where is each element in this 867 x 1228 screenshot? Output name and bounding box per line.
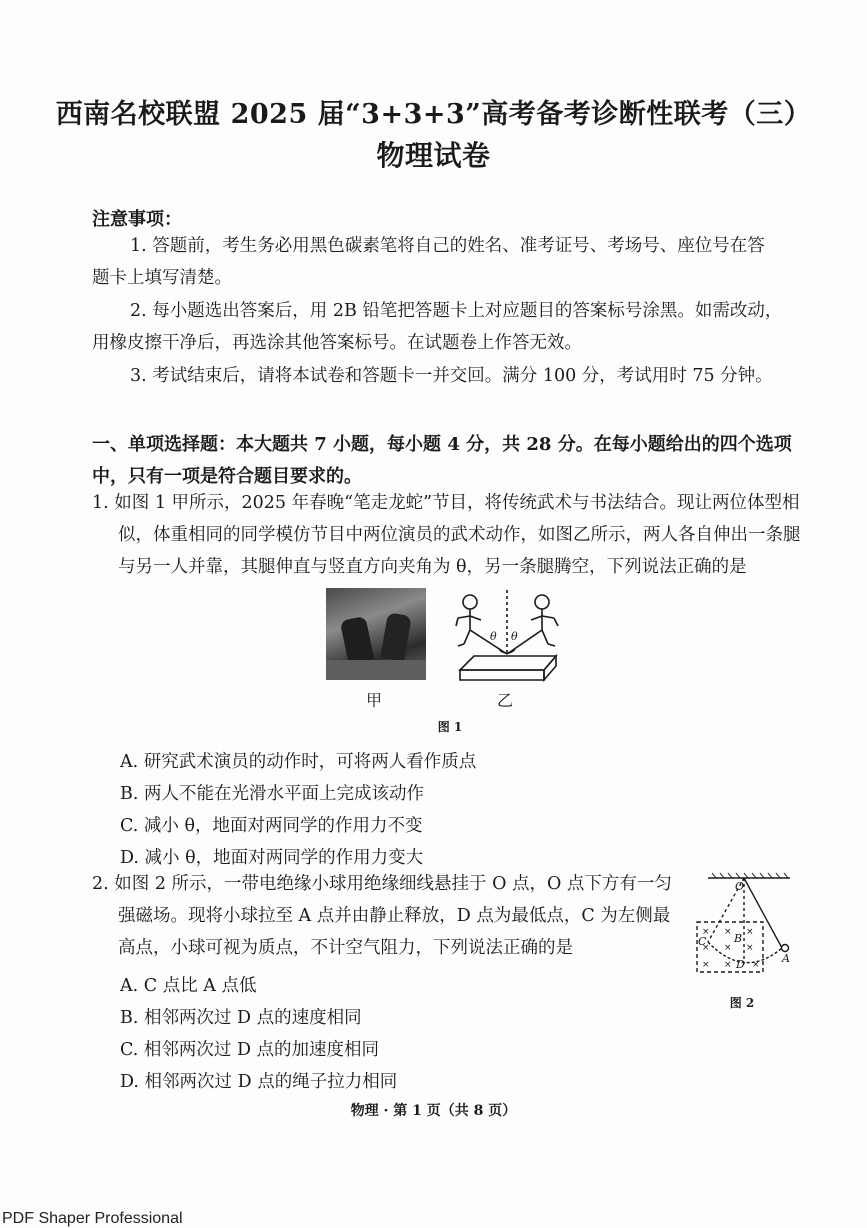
right-person-head <box>535 595 549 609</box>
point-c-label: C <box>698 935 707 948</box>
theta-left: θ <box>490 630 497 643</box>
figure1-diagram <box>448 588 566 686</box>
figure2-diagram <box>694 870 798 980</box>
q1-stem: 与另一人并靠，其腿伸直与竖直方向夹角为 θ，另一条腿腾空，下列说法正确的是 <box>118 557 747 577</box>
field-mark: × <box>724 943 732 953</box>
section-heading-cont: 中，只有一项是符合题目要求的。 <box>92 466 362 487</box>
q2-option-c: C. 相邻两次过 D 点的加速度相同 <box>120 1040 380 1060</box>
page-footer: 物理 · 第 1 页（共 8 页） <box>350 1103 517 1119</box>
q2-stem: 强磁场。现将小球拉至 A 点并由静止释放，D 点为最低点，C 为左侧最 <box>118 906 671 926</box>
figure1-caption: 图 1 <box>437 720 463 734</box>
field-mark: × <box>702 960 710 970</box>
performer-left <box>340 616 375 664</box>
notice-heading: 注意事项： <box>92 209 182 230</box>
field-mark: × <box>702 943 710 953</box>
q1-stem: 似，体重相同的同学模仿节目中两位演员的武术动作，如图乙所示，两人各自伸出一条腿 <box>118 525 801 545</box>
q1-option-a: A. 研究武术演员的动作时，可将两人看作质点 <box>120 752 477 772</box>
field-mark: × <box>724 960 732 970</box>
point-o-label: O <box>735 880 745 893</box>
stage-floor <box>326 660 426 680</box>
q2-stem: 高点，小球可视为质点，不计空气阻力，下列说法正确的是 <box>118 938 573 958</box>
exam-subject: 物理试卷 <box>376 139 491 172</box>
field-mark: × <box>746 927 754 937</box>
field-mark: × <box>746 943 754 953</box>
point-b-label: B <box>734 932 743 945</box>
figure2-caption: 图 2 <box>729 996 755 1010</box>
notice-line: 1. 答题前，考生务必用黑色碳素笔将自己的姓名、准考证号、考场号、座位号在答 <box>130 236 765 256</box>
field-mark: × <box>752 960 760 970</box>
q1-option-d: D. 减小 θ，地面对两同学的作用力变大 <box>120 848 424 868</box>
fig1-label-yi: 乙 <box>497 691 514 710</box>
left-person-head <box>463 595 477 609</box>
q1-option-c: C. 减小 θ，地面对两同学的作用力不变 <box>120 816 423 836</box>
notice-line: 2. 每小题选出答案后，用 2B 铅笔把答题卡上对应题目的答案标号涂黑。如需改动， <box>130 301 783 321</box>
notice-line: 用橡皮擦干净后，再选涂其他答案标号。在试题卷上作答无效。 <box>92 333 582 353</box>
field-mark: × <box>702 927 710 937</box>
q2-option-d: D. 相邻两次过 D 点的绳子拉力相同 <box>120 1072 398 1092</box>
field-mark: × <box>724 927 732 937</box>
ball <box>782 945 789 952</box>
performer-right <box>380 612 412 661</box>
swing-arc <box>708 942 782 963</box>
theta-right: θ <box>511 630 518 643</box>
section-heading: 一、单项选择题：本大题共 7 小题，每小题 4 分，共 28 分。在每小题给出的四个选项 <box>92 434 792 455</box>
notice-line: 3. 考试结束后，请将本试卷和答题卡一并交回。满分 100 分，考试用时 75 分钟。 <box>130 366 773 386</box>
q2-option-a: A. C 点比 A 点低 <box>120 976 257 996</box>
ground-block-top <box>460 656 556 670</box>
stage-photo <box>326 588 426 680</box>
exam-title: 西南名校联盟 2025 届“3+3+3”高考备考诊断性联考（三） <box>55 99 812 130</box>
q2-stem: 2. 如图 2 所示，一带电绝缘小球用绝缘细线悬挂于 O 点，O 点下方有一匀 <box>92 874 672 894</box>
watermark: PDF Shaper Professional <box>2 1210 183 1227</box>
notice-line: 题卡上填写清楚。 <box>92 268 232 288</box>
q2-option-b: B. 相邻两次过 D 点的速度相同 <box>120 1008 362 1028</box>
point-d-label: D <box>736 958 745 971</box>
string-to-a <box>744 878 782 948</box>
point-a-label: A <box>782 952 790 965</box>
fig1-label-jia: 甲 <box>366 691 383 710</box>
q1-stem: 1. 如图 1 甲所示，2025 年春晚“笔走龙蛇”节目，将传统武术与书法结合。现让两位体型相 <box>92 493 800 513</box>
q1-option-b: B. 两人不能在光滑水平面上完成该动作 <box>120 784 424 804</box>
